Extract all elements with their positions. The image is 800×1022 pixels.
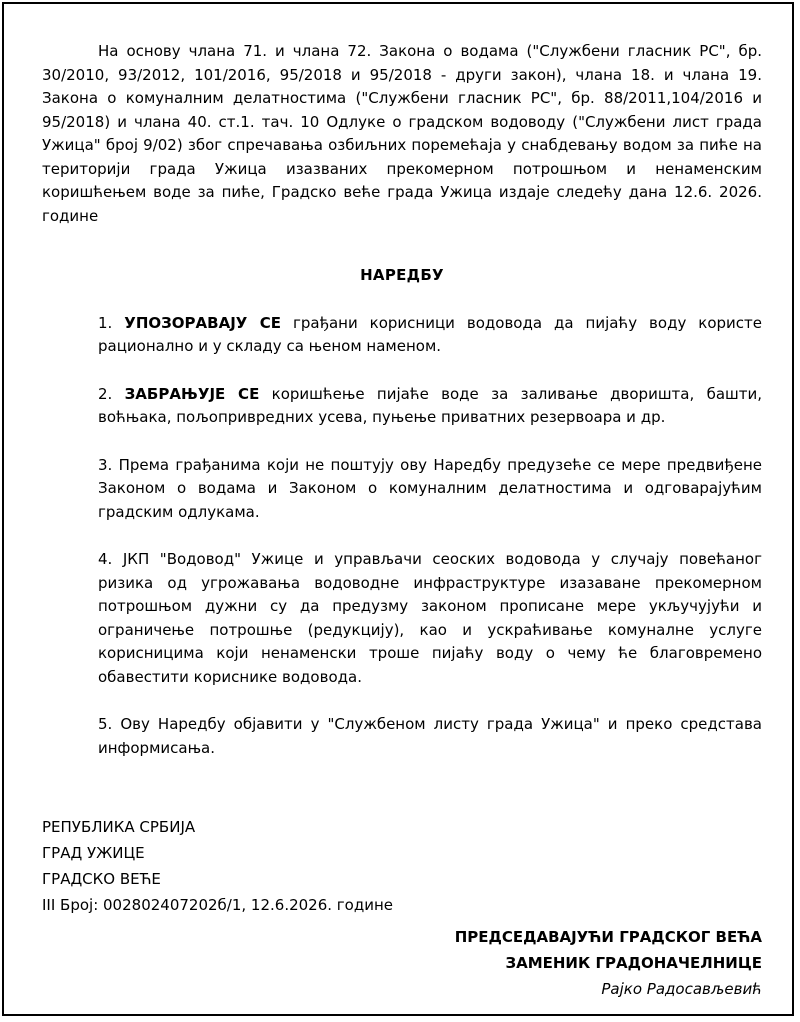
item-number: 2.	[98, 384, 125, 403]
sender-council: ГРАДСКО ВЕЋЕ	[42, 870, 161, 888]
list-item	[98, 454, 762, 525]
item-number: 4.	[98, 550, 123, 568]
item-text: Ову Наредбу објавити у "Службеном листу града Ужица" и преко средстава информисања.	[98, 715, 762, 757]
item-number: 5.	[98, 715, 121, 733]
list-item	[98, 312, 762, 359]
document-number: III Број: 002802407202б/1, 12.6.2026. године	[42, 896, 394, 914]
item-bold-text: УПОЗОРАВАЈУ СЕ	[124, 313, 282, 332]
signatory-name: Рајко Радосављевић	[601, 980, 762, 998]
signature-block	[42, 924, 762, 1002]
document-body	[42, 40, 762, 1002]
item-number: 3.	[98, 455, 119, 474]
item-bold-text: ЗАБРАЊУЈЕ СЕ	[124, 384, 260, 403]
sender-block	[42, 814, 762, 918]
document-frame	[2, 2, 794, 1016]
list-item	[98, 548, 762, 689]
list-item	[98, 713, 762, 760]
item-text: Према грађанима који не поштују ову Наредбу предузеће се мере предвиђене Законом о водама и Законом о комуналним делатностима и одговарајућим градским одлукама.	[98, 455, 762, 521]
item-text: ЈКП "Водовод" Ужице и управљачи сеоских водовода у случају повећаног ризика од угрожавања водоводне инфраструктуре изазаване прекомерном потрошњом дужни су да предузму законом прописане мере укључујући и ограничење потрошње (редукцију), као и ускраћивање комуналне услуге корисницима који ненаменски троше пијаћу воду о чему ће благовремено обавестити кориснике водовода.	[98, 550, 762, 686]
document-title: НАРЕДБУ	[360, 266, 444, 284]
sender-city: ГРАД УЖИЦЕ	[42, 844, 145, 862]
list-item	[98, 383, 762, 430]
intro-paragraph: На основу члана 71. и члана 72. Закона о водама ("Службени гласник РС", бр. 30/2010, 93/2012, 101/2016, 95/2018 и 95/2018 - други закон), члана 18. и члана 19. Закона о комуналним делатностима ("Службени гласник РС", бр. 88/2011,104/2016 и 95/2018) и члана 40. ст.1. тач. 10 Одлуке о градском водоводу ("Службени лист града Ужица" број 9/02) због спречавања озбиљних поремећаја у снабдевању водом за пиће на територији града Ужица изазваних прекомерном потрошњом и ненаменским коришћењем воде за пиће, Градско веће града Ужица издаје следећу дана 12.6. 2026. године	[42, 42, 762, 225]
signatory-title: ПРЕДСЕДАВАЈУЋИ ГРАДСКОГ ВЕЋА	[454, 928, 762, 946]
item-text: грађани корисници водовода да пијаћу воду користе рационално и у складу са њеном наменом.	[98, 313, 762, 355]
item-text: коришћење пијаће воде за заливање дворишта, башти, воћњака, пољопривредних усева, пуњење приватних резервоара и др.	[98, 384, 762, 426]
signatory-role: ЗАМЕНИК ГРАДОНАЧЕЛНИЦЕ	[505, 954, 762, 972]
item-number: 1.	[98, 313, 125, 332]
sender-country: РЕПУБЛИКА СРБИЈА	[42, 818, 196, 836]
